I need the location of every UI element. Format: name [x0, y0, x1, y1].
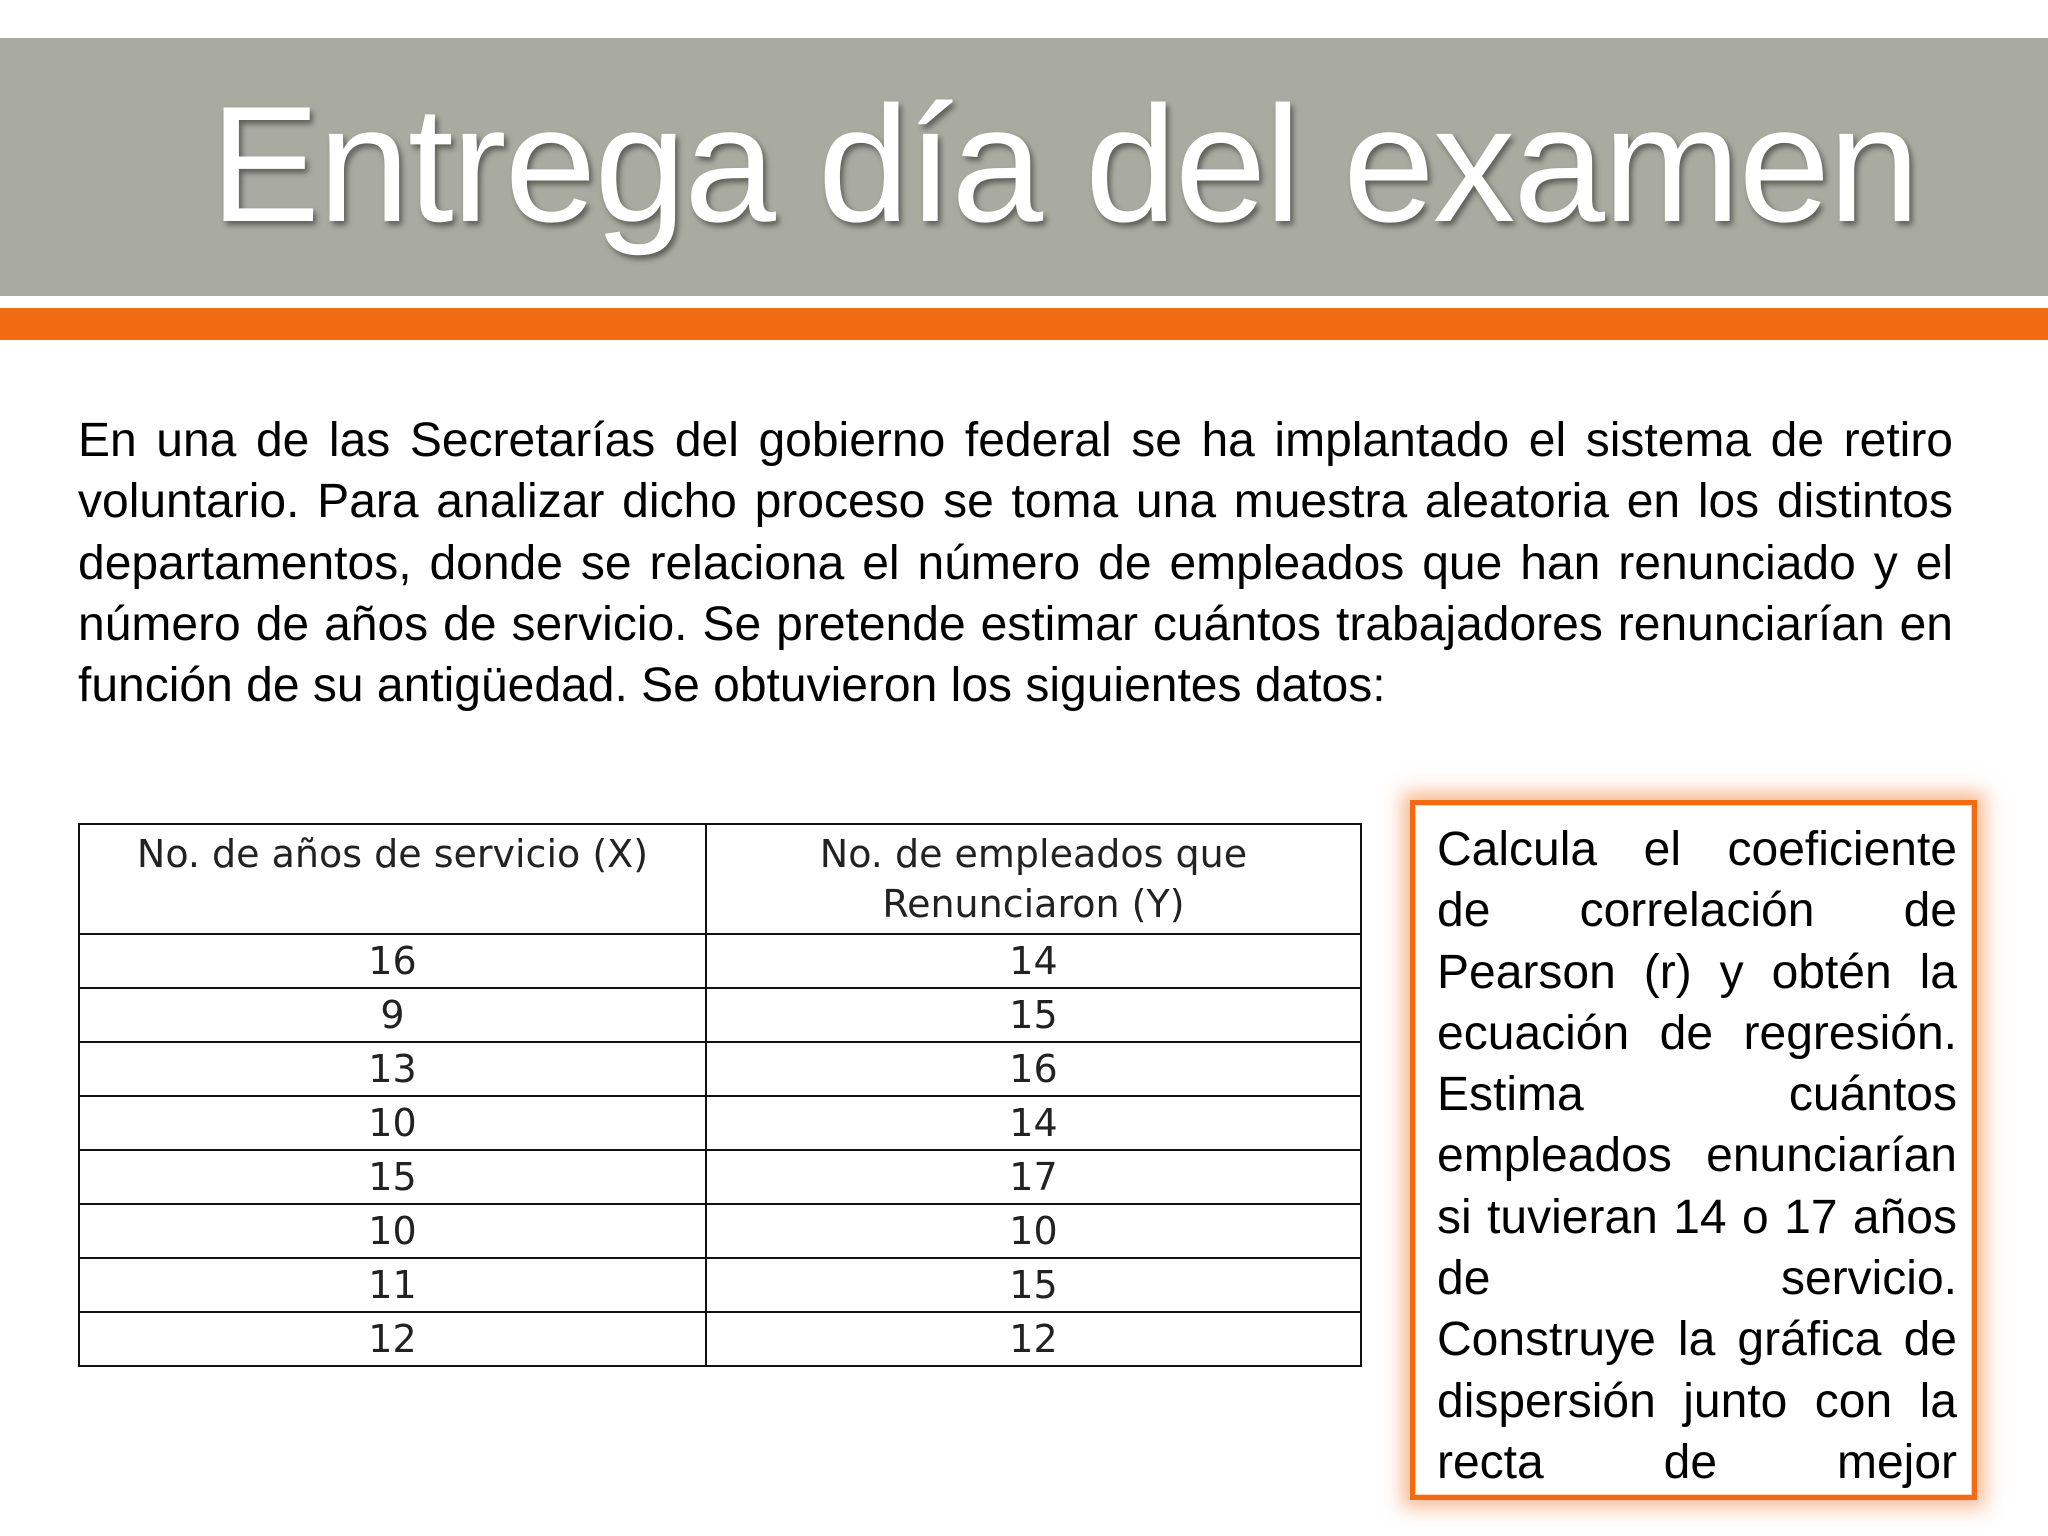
header-years-of-service: No. de años de servicio (X) [79, 824, 706, 934]
table-row [79, 1258, 1361, 1312]
cell-x: 10 [79, 1096, 706, 1150]
task-paragraph-scatter: Construye la gráfica de dispersión junto con la recta de mejor [1437, 1313, 1957, 1489]
cell-y: 14 [706, 1096, 1361, 1150]
cell-y: 16 [706, 1042, 1361, 1096]
cell-x: 9 [79, 988, 706, 1042]
table-row [79, 1150, 1361, 1204]
cell-y: 15 [706, 988, 1361, 1042]
cell-x: 10 [79, 1204, 706, 1258]
table-row [79, 988, 1361, 1042]
cell-y: 10 [706, 1204, 1361, 1258]
cell-x: 13 [79, 1042, 706, 1096]
table-row [79, 934, 1361, 988]
table-row [79, 1096, 1361, 1150]
cell-x: 16 [79, 934, 706, 988]
table-row [79, 1312, 1361, 1366]
header-employees-resigned: No. de empleados que Renunciaron (Y) [706, 824, 1361, 934]
data-table [78, 823, 1362, 1367]
cell-y: 12 [706, 1312, 1361, 1366]
table-header-row [79, 824, 1361, 934]
task-paragraph-estimate: Estima cuántos empleados enunciarían si tuvieran 14 o 17 años de servicio. [1437, 1068, 1957, 1306]
cell-y: 15 [706, 1258, 1361, 1312]
intro-paragraph: En una de las Secretarías del gobierno federal se ha implantado el sistema de retiro voluntario. Para analizar dicho proceso se toma una muestra aleatoria en los distintos departamentos, donde se relaciona el número de empleados que han renunciado y el número de años de servicio. Se pretende estimar cuántos trabajadores renunciarían en función de su antigüedad. Se obtuvieron los siguientes datos: [78, 414, 1953, 713]
cell-y: 17 [706, 1150, 1361, 1204]
task-paragraph-correlation: Calcula el coeficiente de correlación de Pearson (r) y obtén la ecuación de regresión. [1437, 823, 1957, 1060]
table-row [79, 1204, 1361, 1258]
task-box [1410, 800, 1977, 1500]
cell-x: 12 [79, 1312, 706, 1366]
task-text [1437, 819, 1957, 1493]
accent-bar [0, 308, 2048, 340]
cell-y: 14 [706, 934, 1361, 988]
slide-title: Entrega día del examen [210, 72, 1918, 256]
cell-x: 11 [79, 1258, 706, 1312]
cell-x: 15 [79, 1150, 706, 1204]
table-row [79, 1042, 1361, 1096]
